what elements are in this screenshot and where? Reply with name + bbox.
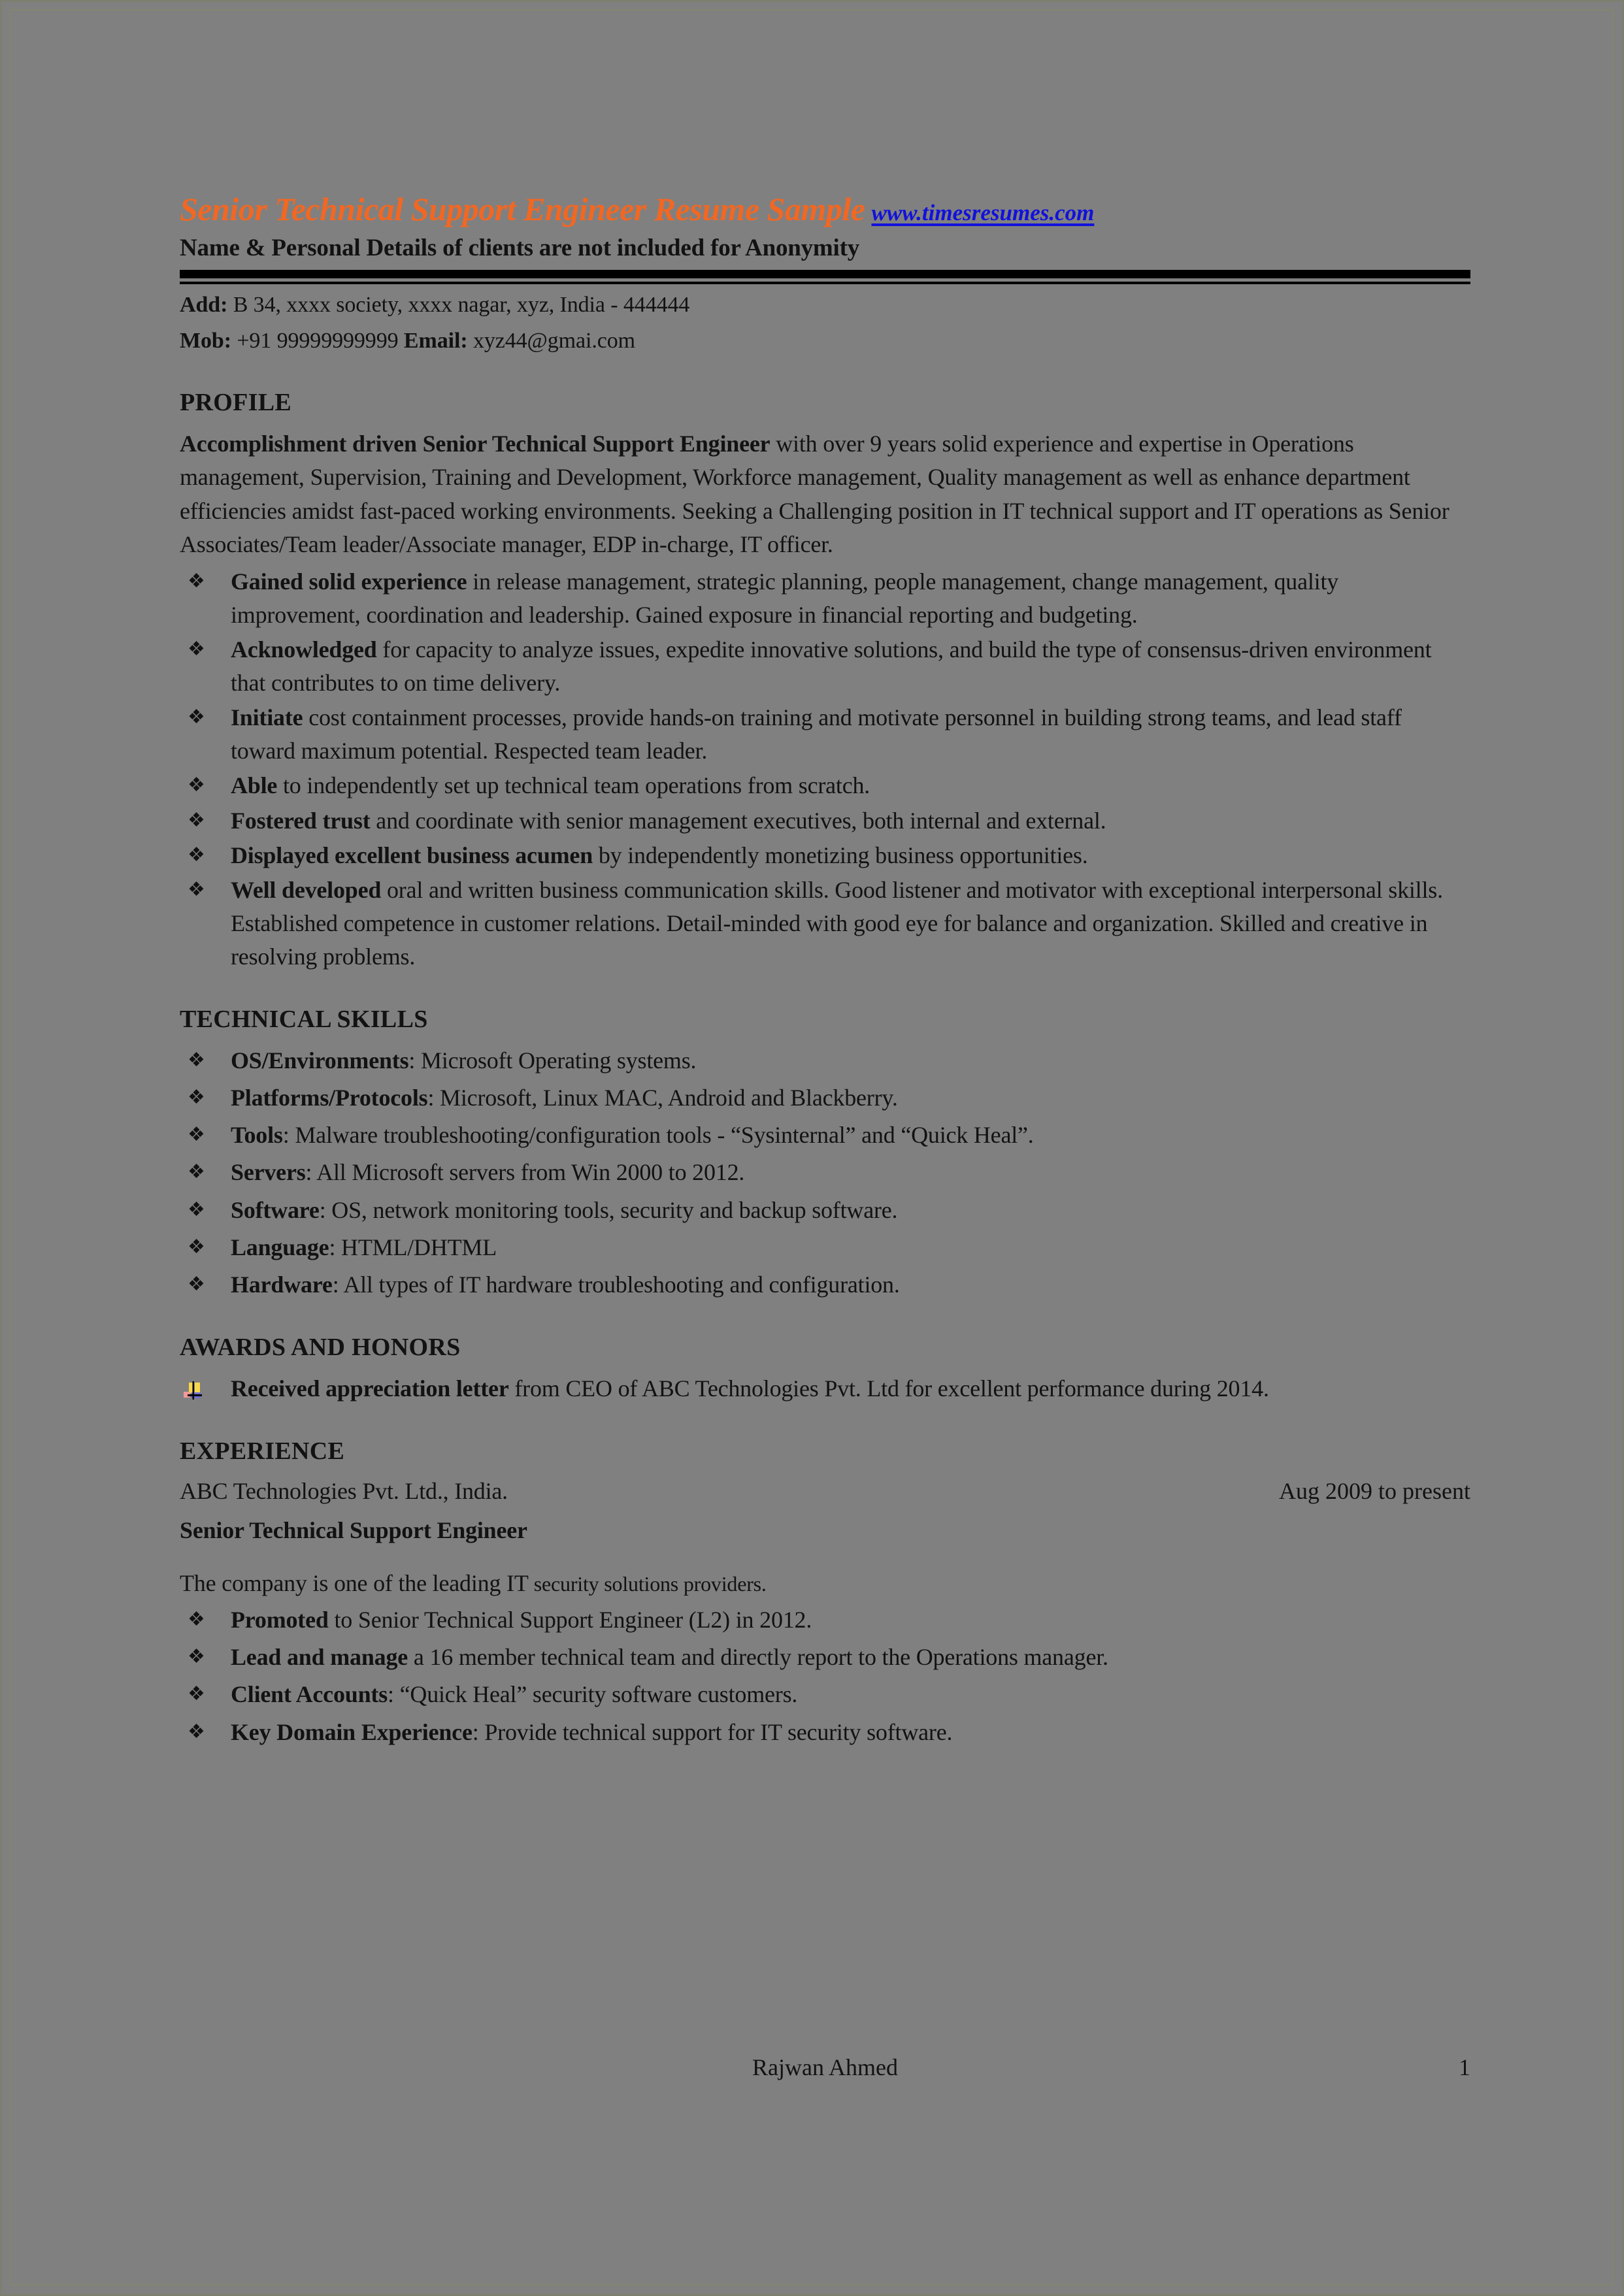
award-text: from CEO of ABC Technologies Pvt. Ltd for excellent performance during 2014. [508,1375,1269,1402]
bullet-lead: Gained solid experience [231,568,467,595]
bullet-text: : “Quick Heal” security software customers. [388,1681,798,1708]
skill-value: : Malware troubleshooting/configuration tools - “Sysinternal” and “Quick Heal”. [282,1122,1034,1149]
diamond-bullet-icon: ❖ [188,1087,205,1109]
email-label: Email: [403,329,468,353]
section-heading-profile: PROFILE [180,389,292,417]
bullet-lead: Key Domain Experience [231,1718,472,1745]
skill-value: : All types of IT hardware troubleshooting and configuration. [332,1271,900,1298]
award-lead: Received appreciation letter [231,1375,509,1402]
award-marker-icon [184,1380,203,1401]
diamond-bullet-icon: ❖ [188,1609,205,1631]
skill-value: : Microsoft, Linux MAC, Android and Blackberry. [427,1085,898,1111]
diamond-bullet-icon: ❖ [188,1124,205,1146]
skill-label: Language [231,1234,329,1260]
experience-entry-header [180,1476,1470,1510]
document-header [180,193,1470,225]
profile-summary-rest: with over 9 years solid experience and expertise in Operations management, Supervision, Training and Development, Workforce management, Quality management as well as enhance department efficiencies amidst fast-paced working environments. Seeking a Challenging position in IT technical support and IT operations as Senior Associates/Team leader/Associate manager, EDP in-charge, IT officer. [180,431,1450,557]
bullet-lead: Fostered trust [231,807,371,834]
skill-label: Platforms/Protocols [231,1085,428,1111]
bullet-text: for capacity to analyze issues, expedite innovative solutions, and build the type of consensus-driven environment that contributes to on time delivery. [231,636,1432,697]
footer-page-number: 1 [1459,2054,1470,2080]
address-value: B 34, xxxx society, xxxx nagar, xyz, India - 444444 [227,292,690,317]
diamond-bullet-icon: ❖ [188,1161,205,1183]
skill-value: : HTML/DHTML [329,1234,497,1260]
list-item [180,1603,1470,1637]
list-item [180,1678,1470,1711]
profile-summary [180,427,1470,561]
bullet-text: to independently set up technical team operations from scratch. [277,772,870,799]
list-item [180,839,1470,872]
profile-bullet-list [180,565,1470,974]
skill-value: : Microsoft Operating systems. [408,1047,697,1074]
list-item [180,1716,1470,1749]
experience-intro-main: The company is one of the leading IT [180,1569,534,1596]
experience-intro [180,1567,1470,1599]
mobile-label: Mob: [180,329,231,353]
bullet-lead: Acknowledged [231,636,377,663]
experience-bullet-list [180,1603,1470,1748]
list-item [180,1372,1470,1405]
bullet-lead: Client Accounts [231,1681,388,1708]
experience-role: Senior Technical Support Engineer [180,1517,527,1543]
diamond-bullet-icon: ❖ [188,809,205,831]
diamond-bullet-icon: ❖ [188,1683,205,1705]
bullet-text: : Provide technical support for IT security software. [472,1718,953,1745]
bullet-lead: Able [231,772,278,799]
list-item [180,1081,1470,1115]
resume-content [180,193,1470,1753]
list-item [180,1044,1470,1077]
technical-skills-list [180,1044,1470,1302]
section-heading-awards: AWARDS AND HONORS [180,1333,461,1361]
diamond-bullet-icon: ❖ [188,638,205,661]
bullet-lead: Displayed excellent business acumen [231,842,593,868]
diamond-bullet-icon: ❖ [188,878,205,900]
list-item [180,1268,1470,1302]
anonymity-note: Name & Personal Details of clients are not included for Anonymity [180,235,860,261]
list-item [180,565,1470,632]
bullet-text: a 16 member technical team and directly report to the Operations manager. [408,1644,1108,1671]
skill-label: Hardware [231,1271,333,1298]
skill-label: OS/Environments [231,1047,409,1074]
diamond-bullet-icon: ❖ [188,844,205,866]
bullet-text: cost containment processes, provide hands-on training and motivate personnel in building strong teams, and lead staff toward maximum potential. Respected team leader. [231,704,1402,764]
bullet-lead: Lead and manage [231,1644,408,1671]
list-item [180,1156,1470,1189]
experience-company: ABC Technologies Pvt. Ltd., India. [180,1477,508,1504]
contact-address [180,290,1470,321]
skill-label: Software [231,1196,320,1223]
profile-summary-bold: Accomplishment driven Senior Technical Support Engineer [180,431,771,457]
header-rule-thin [180,282,1470,284]
page-footer [180,2054,1470,2081]
list-item [180,633,1470,700]
list-item [180,1231,1470,1264]
bullet-lead: Well developed [231,876,382,903]
skill-label: Tools [231,1122,283,1149]
diamond-bullet-icon: ❖ [188,1273,205,1295]
bullet-text: to Senior Technical Support Engineer (L2) in 2012. [328,1607,812,1633]
address-label: Add: [180,292,228,317]
diamond-bullet-icon: ❖ [188,1198,205,1221]
section-heading-technical-skills: TECHNICAL SKILLS [180,1006,428,1034]
bullet-text: and coordinate with senior management executives, both internal and external. [370,807,1106,834]
diamond-bullet-icon: ❖ [188,1236,205,1258]
section-heading-experience: EXPERIENCE [180,1437,345,1465]
website-link[interactable]: www.timesresumes.com [871,200,1095,225]
footer-name: Rajwan Ahmed [752,2054,898,2080]
list-item [180,701,1470,768]
list-item [180,1641,1470,1674]
list-item [180,769,1470,802]
header-rule-thick [180,270,1470,278]
experience-intro-small: security solutions providers. [533,1571,767,1596]
diamond-bullet-icon: ❖ [188,1646,205,1668]
awards-list [180,1372,1470,1405]
skill-value: : OS, network monitoring tools, security and backup software. [319,1196,898,1223]
list-item [180,804,1470,838]
list-item [180,1194,1470,1227]
list-item [180,874,1470,974]
diamond-bullet-icon: ❖ [188,1049,205,1072]
mobile-value: +91 99999999999 [231,329,404,353]
email-value: xyz44@gmai.com [467,329,635,353]
diamond-bullet-icon: ❖ [188,706,205,729]
diamond-bullet-icon: ❖ [188,774,205,796]
page-title: Senior Technical Support Engineer Resume Sample [180,191,865,227]
bullet-text: by independently monetizing business opportunities. [593,842,1088,868]
experience-dates: Aug 2009 to present [1279,1477,1470,1504]
list-item [180,1119,1470,1152]
diamond-bullet-icon: ❖ [188,570,205,592]
skill-label: Servers [231,1159,306,1186]
skill-value: : All Microsoft servers from Win 2000 to 2012. [305,1159,745,1186]
diamond-bullet-icon: ❖ [188,1720,205,1743]
contact-mobile-email [180,326,1470,357]
bullet-lead: Promoted [231,1607,329,1633]
bullet-text: in release management, strategic planning, people management, change management, quality improvement, coordination and leadership. Gained exposure in financial reporting and budgeting. [231,568,1339,628]
bullet-text: oral and written business communication skills. Good listener and motivator with exceptional interpersonal skills. Established competence in customer relations. Detail-minded with good eye for balance and organization. Skilled and creative in resolving problems. [231,876,1443,970]
bullet-lead: Initiate [231,704,303,731]
